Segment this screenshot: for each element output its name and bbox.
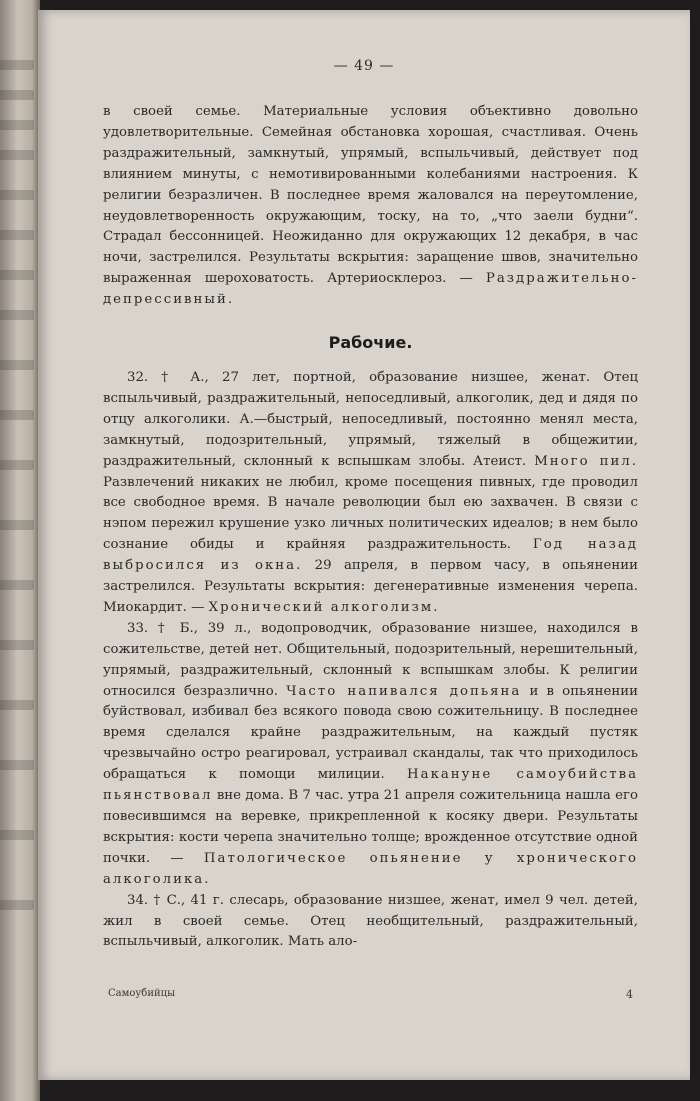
case-33-text-e: вне дома. В 7 час. утра 21 апреля сожительница нашла его повесившимся на веревке, прикрепленной к косяку двери. Результаты вскрытия: кости черепа значительно толще; врожденное отсутствие одной почки. — bbox=[103, 788, 638, 866]
intro-text: в своей семье. Материальные условия объективно довольно удовлетворительные. Семейная обстановка хорошая, счастливая. Очень раздражительный, замкнутый, упрямый, вспыльчивый, действует под влиянием минуты, с немотивированными колебаниями настроения. К религии безразличен. В последнее время жаловался на переутомление, неудовлетворенность окружающим, тоску, на то, „что заели будни“. Страдал бессонницей. Неожиданно для окружающих 12 декабря, в час ночи, застрелился. Результаты вскрытия: заращение швов, значительно выраженная шероховатость. Артериосклероз. — bbox=[103, 104, 638, 287]
case-33-text-a: 33. † Б., 39 л., водопроводчик, образование низшее, находился в сожительстве, детей нет. Общительный, подозрительный, нерешительный, упрямый, раздражительный, склонный к вспышкам злобы. К религии относился безразлично. bbox=[103, 620, 638, 699]
case-33 bbox=[103, 619, 638, 891]
page-footer bbox=[108, 988, 633, 1006]
case-32-text-a: 32. † А., 27 лет, портной, образование низшее, женат. Отец вспыльчивый, раздражительный, непоседливый, алкоголик, дед и дядя по отцу алкоголики. А.—быстрый, непоседливый, постоянно менял места, замкнутый, подозрительный, упрямый, тяжелый в общежитии, раздражительный, склонный к вспышкам злобы. Атеист. bbox=[103, 369, 638, 469]
case-34: 34. † С., 41 г. слесарь, образование низшее, женат, имел 9 чел. детей, жил в своей семье. Отец необщительный, раздражительный, вспыльчивый, алкоголик. Мать ало- bbox=[103, 892, 638, 950]
case-32-text-e: 29 апреля, в первом часу, в опьянении застрелился. Результаты вскрытия: дегенеративные изменения черепа. Миокардит. — bbox=[103, 558, 638, 615]
footer-sheet-number: 4 bbox=[626, 988, 633, 1001]
case-32-emph-b: Много пил. bbox=[534, 453, 638, 469]
section-heading: Рабочие. bbox=[328, 333, 413, 353]
book-page bbox=[38, 10, 690, 1080]
case-33-emph-d: Накануне самоубийства пьянствовал bbox=[103, 767, 638, 804]
footer-signature: Самоубийцы bbox=[108, 988, 176, 999]
case-32-text-c: Развлечений никаких не любил, кроме посещения пивных, где проводил все свободное время. В начале революции был ею захвачен. В связи с нэпом пережил крушение узко личных политических идеалов; в нем было сознание обиды и крайняя раздражительность. bbox=[103, 474, 638, 553]
case-33-emph-b: Часто напивался допьяна bbox=[286, 683, 522, 699]
intro-diagnosis: Раздражительно-депрессивный. bbox=[103, 271, 638, 308]
case-33-text-c: и в опьянении буйствовал, избивал без всякого повода свою сожительницу. В последнее время сделался крайне раздражительным, на каждый пустяк чрезвычайно остро реагировал, устраивал скандалы, так что приходилось обращаться к помощи милиции. bbox=[103, 683, 638, 783]
intro-paragraph bbox=[103, 102, 638, 311]
case-32-diagnosis: Хронический алкоголизм. bbox=[208, 599, 440, 615]
case-33-diagnosis: Патологическое опьянение у хронического алкоголика. bbox=[103, 850, 639, 887]
page-body bbox=[103, 102, 638, 953]
page-number: — 49 — bbox=[333, 58, 395, 74]
case-32-emph-d: Год назад выбросился из окна. bbox=[103, 537, 638, 574]
facing-page-edge bbox=[0, 0, 40, 1101]
case-32 bbox=[103, 368, 638, 619]
